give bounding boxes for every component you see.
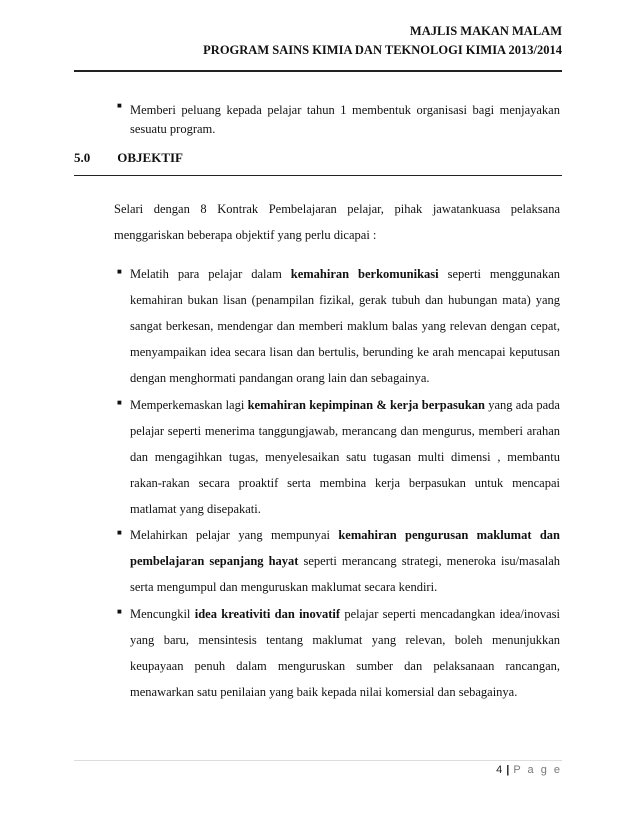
bullet-emphasis: kemahiran berkomunikasi bbox=[290, 267, 439, 281]
bullet-text: Mencungkil idea kreativiti dan inovatif pelajar seperti mencadangkan idea/inovasi yang baru, mensintesis tentang maklumat yang relevan, boleh menunjukkan keupayaan penuh dalam menguruskan sumber dan pelaksanaan rancangan, menawarkan satu penilaian yang baik kepada nilai komersial dan sebagainya. bbox=[130, 607, 560, 699]
bullet-text: Memperkemaskan lagi kemahiran kepimpinan & kerja berpasukan yang ada pada pelajar seperti menerima tanggungjawab, merancang dan mengurus, memberi arahan dan mengagihkan tugas, menyelesaikan satu tugasan multi dimensi , membantu rakan-rakan secara proaktif serta membina kerja berpasukan untuk mencapai matlamat yang disepakati. bbox=[130, 398, 560, 516]
footer-separator: | bbox=[506, 764, 510, 776]
objective-bullet-1 bbox=[117, 261, 560, 391]
bullet-emphasis: kemahiran kepimpinan & kerja berpasukan bbox=[247, 398, 485, 412]
bullet-square-icon: ■ bbox=[117, 267, 122, 276]
bullet-square-icon: ■ bbox=[117, 398, 122, 407]
objective-bullet-2 bbox=[117, 392, 560, 522]
bullet-square-icon: ■ bbox=[117, 607, 122, 616]
bullet-text: Memberi peluang kepada pelajar tahun 1 membentuk organisasi bagi menjayakan sesuatu program. bbox=[130, 103, 560, 136]
bullet-square-icon: ■ bbox=[117, 101, 122, 110]
page-header bbox=[203, 22, 562, 60]
bullet-emphasis: kemahiran pengurusan maklumat dan pembelajaran sepanjang hayat bbox=[130, 528, 561, 568]
objective-bullet-4 bbox=[117, 601, 560, 705]
objective-bullet-3 bbox=[117, 522, 561, 600]
section-title: OBJEKTIF bbox=[117, 150, 183, 165]
section-number: 5.0 bbox=[74, 150, 91, 165]
page-number: 4 bbox=[496, 764, 503, 776]
bullet-text: Melahirkan pelajar yang mempunyai kemahiran pengurusan maklumat dan pembelajaran sepanjang hayat seperti merancang strategi, meneroka isu/masalah serta mengumpul dan menguruskan maklumat secara kendiri. bbox=[130, 528, 561, 594]
header-title: MAJLIS MAKAN MALAM bbox=[409, 24, 562, 38]
header-subtitle: PROGRAM SAINS KIMIA DAN TEKNOLOGI KIMIA 2013/2014 bbox=[203, 43, 562, 57]
bullet-square-icon: ■ bbox=[117, 528, 122, 537]
bullet-emphasis: idea kreativiti dan inovatif bbox=[194, 607, 341, 621]
bullet-item bbox=[117, 101, 560, 139]
header-rule bbox=[74, 70, 562, 72]
page-label: P a g e bbox=[513, 764, 562, 776]
intro-paragraph: Selari dengan 8 Kontrak Pembelajaran pelajar, pihak jawatankuasa pelaksana menggariskan beberapa objektif yang perlu dicapai : bbox=[114, 202, 560, 242]
section-heading bbox=[74, 150, 183, 166]
bullet-text: Melatih para pelajar dalam kemahiran berkomunikasi seperti menggunakan kemahiran bukan lisan (penampilan fizikal, gerak tubuh dan hubungan mata) yang sangat berkesan, mendengar dan memberi maklum balas yang relevan dengan cepat, menyampaikan idea secara lisan dan bertulis, berunding ke arah mencapai keputusan dengan menghormati pandangan orang lain dan sebagainya. bbox=[130, 267, 560, 385]
section-rule bbox=[74, 175, 562, 176]
footer-rule bbox=[74, 760, 562, 761]
page-footer bbox=[496, 764, 562, 776]
